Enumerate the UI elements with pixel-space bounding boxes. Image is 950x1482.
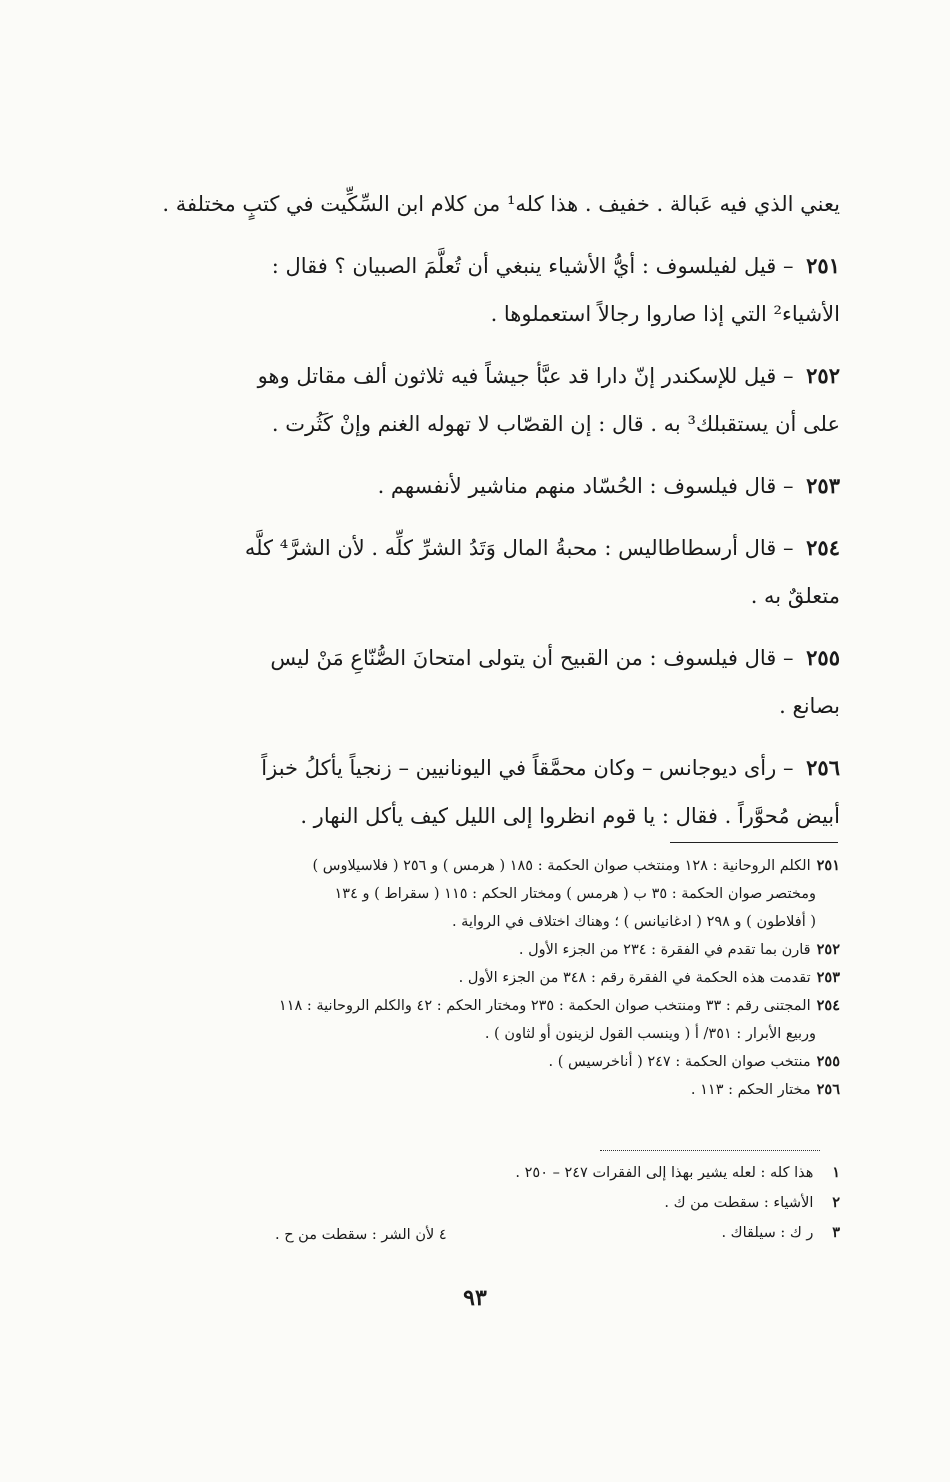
dotted-separator — [600, 1150, 820, 1151]
footnote — [160, 1158, 840, 1188]
footnote-text: الأشياء : سقطت من ك . — [664, 1195, 818, 1211]
paragraph-text: متعلقٌ به . — [750, 584, 840, 608]
note-line — [160, 908, 840, 936]
note-number: ٢٥٦ — [816, 1081, 840, 1098]
paragraph-line — [160, 524, 840, 572]
paragraph-text: – قيل لفيلسوف : أيُّ الأشياء ينبغي أن تُعلَّمَ الصبيان ؟ فقال : — [271, 254, 794, 278]
note-line — [160, 1020, 840, 1048]
paragraph-line — [160, 572, 840, 620]
note-number: ٢٥٥ — [816, 1053, 840, 1070]
paragraph-line — [160, 462, 840, 510]
note-text: الكلم الروحانية : ١٢٨ ومنتخب صوان الحكمة : ١٨٥ ( هرمس ) و ٢٥٦ ( فلاسيلاوس ) — [312, 858, 811, 874]
paragraph-text: أبيض مُحوَّراً . فقال : يا قوم انظروا إلى الليل كيف يأكل النهار . — [300, 804, 840, 828]
footnotes — [160, 1158, 840, 1248]
note-text: المجتنى رقم : ٣٣ ومنتخب صوان الحكمة : ٢٣٥ ومختار الحكم : ٤٢ والكلم الروحانية : ١١٨ — [278, 998, 811, 1014]
paragraph-number: ٢٥٢ — [806, 363, 840, 388]
note-line — [160, 992, 840, 1020]
paragraph-line — [160, 242, 840, 290]
paragraph — [160, 524, 840, 620]
paragraph-number: ٢٥٤ — [806, 535, 840, 560]
footnote-extra: ٤ لأن الشر : سقطت من ح . — [275, 1227, 447, 1243]
intro-line: يعني الذي فيه عَبالة . خفيف . هذا كله¹ من كلام ابن السِّكِّيت في كتبٍ مختلفة . — [162, 192, 840, 216]
note-text: وربيع الأبرار : ٣٥١/ أ ( وينسب القول لزينون أو لثاون ) . — [484, 1026, 816, 1042]
footnote — [160, 1188, 840, 1218]
paragraph-number: ٢٥٥ — [806, 645, 840, 670]
page-number: ٩٣ — [463, 1285, 487, 1311]
footnote-text: هذا كله : لعله يشير بهذا إلى الفقرات ٢٤٧ – ٢٥٠ . — [515, 1165, 818, 1181]
note-number: ٢٥١ — [816, 857, 840, 874]
paragraph-text: بصانع . — [779, 694, 840, 718]
note-line — [160, 936, 840, 964]
note-line — [160, 964, 840, 992]
note-text: منتخب صوان الحكمة : ٢٤٧ ( أناخرسيس ) . — [548, 1054, 811, 1070]
paragraph-number: ٢٥١ — [806, 253, 840, 278]
paragraph — [160, 634, 840, 730]
paragraph-text: – قال أرسطاطاليس : محبةُ المال وَتَدُ الشرِّ كلِّه . لأن الشرَّ⁴ كلَّه — [244, 536, 794, 560]
footnote — [160, 1218, 840, 1248]
paragraph — [160, 242, 840, 338]
note-line — [160, 852, 840, 880]
note-line — [160, 880, 840, 908]
paragraph-text: الأشياء² التي إذا صاروا رجالاً استعملوها . — [490, 302, 840, 326]
note-text: قارن بما تقدم في الفقرة : ٢٣٤ من الجزء الأول . — [518, 942, 811, 958]
footnote-text: ر ك : سيلقاك . — [721, 1225, 818, 1241]
paragraph-text: – قال فيلسوف : الحُسّاد منهم مناشير لأنفسهم . — [377, 474, 794, 498]
note-text: ومختصر صوان الحكمة : ٣٥ ب ( هرمس ) ومختار الحكم : ١١٥ ( سقراط ) و ١٣٤ — [334, 886, 816, 902]
note-number: ٢٥٢ — [816, 941, 840, 958]
note-line — [160, 1048, 840, 1076]
paragraph-text: – قال فيلسوف : من القبيح أن يتولى امتحانَ الصُّنّاعِ مَنْ ليس — [270, 646, 794, 670]
paragraph-number: ٢٥٣ — [806, 473, 840, 498]
paragraph-text: على أن يستقبلك³ به . قال : إن القصّاب لا تهوله الغنم وإنْ كَثُرت . — [271, 412, 840, 436]
paragraph-line — [160, 290, 840, 338]
paragraph — [160, 352, 840, 448]
paragraph-line — [160, 352, 840, 400]
paragraph-text: – رأى ديوجانس – وكان محمَّقاً في اليونانيين – زنجياً يأكلُ خبزاً — [261, 756, 794, 780]
note-text: مختار الحكم : ١١٣ . — [690, 1082, 811, 1098]
paragraph-line — [160, 792, 840, 840]
paragraph-list — [160, 242, 840, 840]
footnote-number: ١ — [832, 1164, 840, 1181]
paragraph-line — [160, 744, 840, 792]
note-text: ( أفلاطون ) و ٢٩٨ ( ادغانيانس ) ؛ وهناك اختلاف في الرواية . — [451, 914, 816, 930]
footnote-number: ٣ — [832, 1224, 840, 1241]
main-text — [160, 180, 840, 854]
note-text: تقدمت هذه الحكمة في الفقرة رقم : ٣٤٨ من الجزء الأول . — [458, 970, 811, 986]
paragraph-line — [160, 682, 840, 730]
paragraph-line — [160, 400, 840, 448]
paragraph — [160, 744, 840, 840]
paragraph-number: ٢٥٦ — [806, 755, 840, 780]
note-line — [160, 1076, 840, 1104]
paragraph-line — [160, 634, 840, 682]
paragraph-text: – قيل للإسكندر إنّ دارا قد عبَّأ جيشاً فيه ثلاثون ألف مقاتل وهو — [257, 364, 794, 388]
paragraph — [160, 462, 840, 510]
note-number: ٢٥٣ — [816, 969, 840, 986]
note-number: ٢٥٤ — [816, 997, 840, 1014]
source-notes — [160, 852, 840, 1104]
footnote-number: ٢ — [832, 1194, 840, 1211]
footnote-separator — [670, 842, 838, 843]
